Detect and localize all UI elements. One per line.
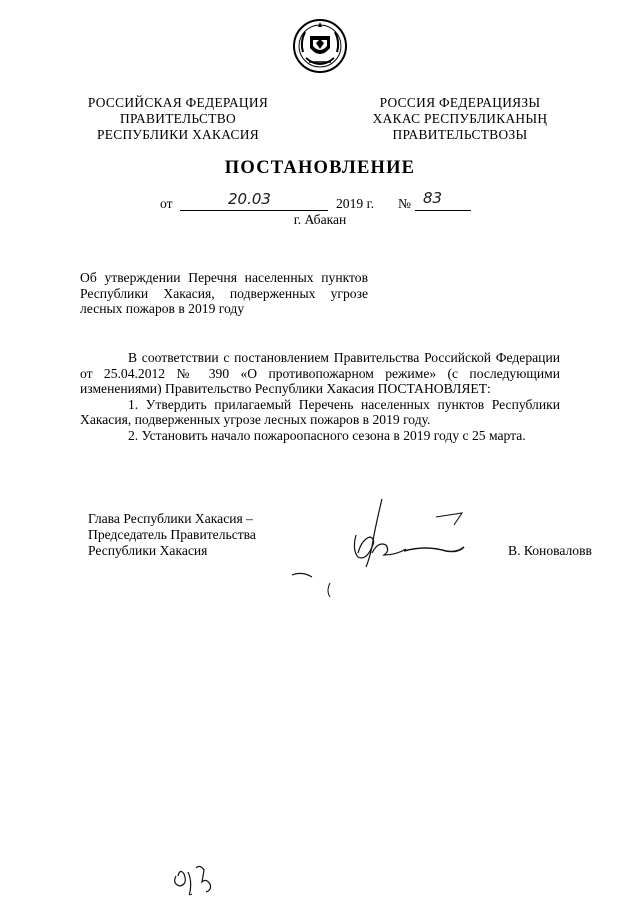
document-title: ПОСТАНОВЛЕНИЕ — [224, 158, 416, 178]
header-right-line: ПРАВИТЕЛЬСТВОЗЫ — [392, 127, 528, 142]
handwritten-mark — [170, 858, 230, 898]
signatory-position-line: Глава Республики Хакасия – — [88, 511, 253, 526]
header-left-line: ПРАВИТЕЛЬСТВО — [120, 111, 236, 126]
item-paragraph: 2. Установить начало пожароопасного сезона в 2019 году с 25 марта. — [128, 427, 526, 443]
preamble-paragraph: В соответствии с постановлением Правительства Российской Федерации от 25.04.2012 № 390 «О противопожарном режиме» (с последующими изменениями) Правительство Республики Хакасия ПОСТАНОВЛЯЕТ: — [80, 350, 560, 397]
header-left-line: РОССИЙСКАЯ ФЕДЕРАЦИЯ — [87, 95, 269, 110]
date-handwritten: 20.03 — [228, 190, 271, 208]
header-left — [80, 95, 276, 143]
coat-of-arms-icon — [292, 18, 348, 74]
header-right — [362, 95, 558, 143]
signatory-position-line: Республики Хакасия — [88, 543, 208, 558]
document-body — [80, 350, 560, 444]
signatory-position — [88, 511, 298, 559]
date-prefix: от — [160, 196, 173, 211]
signatory-position-line: Председатель Правительства — [88, 527, 256, 542]
signatory-name: В. Коноваловв — [508, 543, 592, 558]
document-subject: Об утверждении Перечня населенных пунктов Республики Хакасия, подверженных угрозе лесных пожаров в 2019 году — [80, 270, 368, 317]
number-handwritten: 83 — [423, 189, 443, 207]
header-right-line: ХАКАС РЕСПУБЛИКАНЫҢ — [372, 111, 548, 126]
header-left-line: РЕСПУБЛИКИ ХАКАСИЯ — [97, 127, 259, 142]
item-paragraph: 1. Утвердить прилагаемый Перечень населенных пунктов Республики Хакасия, подверженных угрозе лесных пожаров в 2019 году. — [80, 396, 560, 428]
handwritten-signature — [286, 495, 496, 600]
city-line: г. Абакан — [293, 212, 347, 227]
number-prefix: № — [398, 196, 411, 211]
year-text: 2019 г. — [336, 196, 375, 211]
header-right-line: РОССИЯ ФЕДЕРАЦИЯЗЫ — [379, 95, 541, 110]
